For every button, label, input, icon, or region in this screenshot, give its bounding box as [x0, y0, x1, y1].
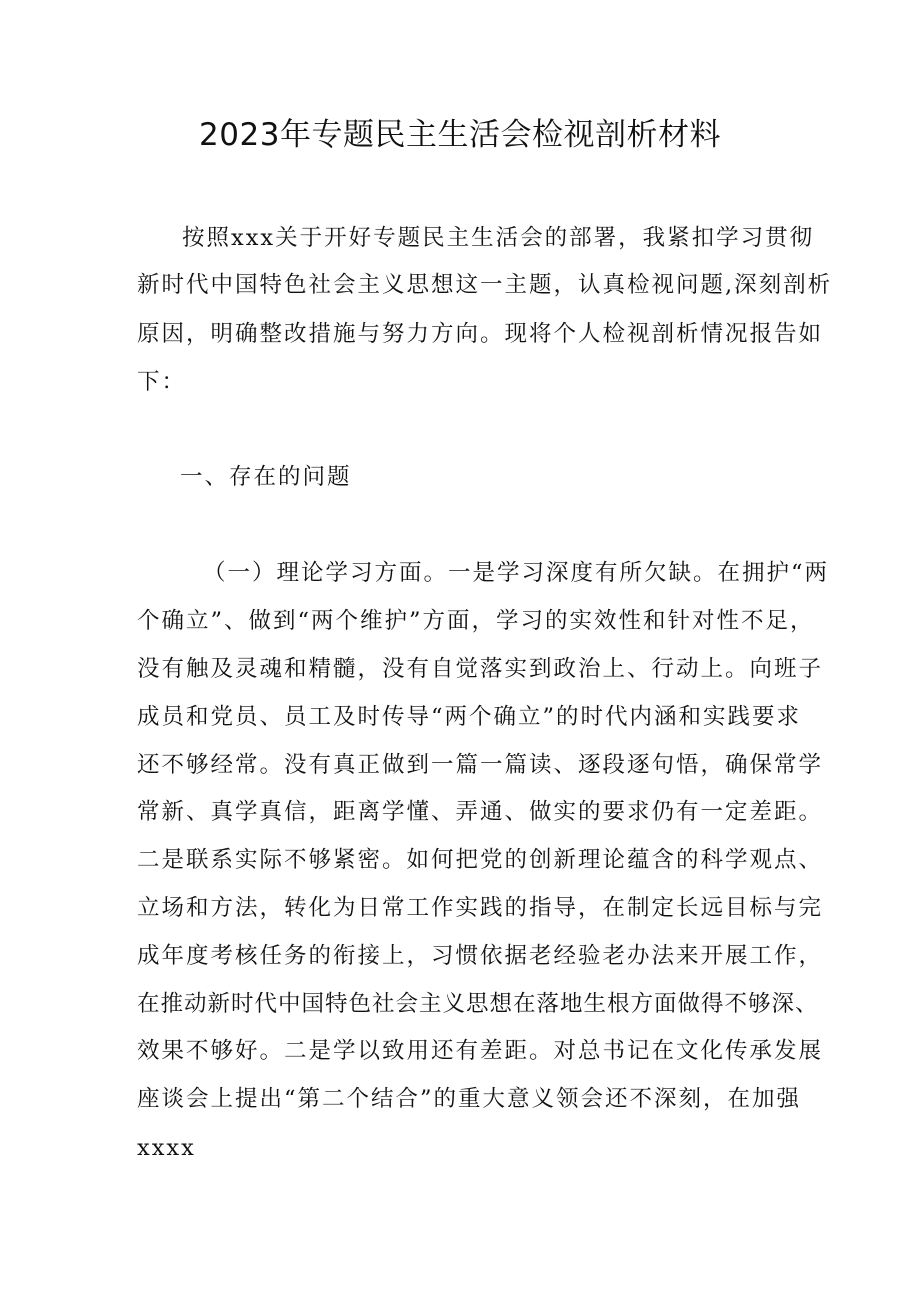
document-title: 2023年专题民主生活会检视剖析材料	[199, 117, 721, 153]
section-heading: 一、存在的问题	[180, 464, 352, 490]
body-line: 还不够经常。没有真正做到一篇一篇读、逐段逐句悟，确保常学	[137, 752, 824, 778]
intro-line: 下：	[137, 369, 187, 395]
body-line: 没有触及灵魂和精髓，没有自觉落实到政治上、行动上。向班子	[137, 656, 824, 682]
body-line: 效果不够好。二是学以致用还有差距。对总书记在文化传承发展	[137, 1038, 824, 1064]
intro-line: 原因，明确整改措施与努力方向。现将个人检视剖析情况报告如	[137, 321, 824, 347]
body-line: 常新、真学真信，距离学懂、弄通、做实的要求仍有一定差距。	[137, 799, 824, 825]
body-line: xxxx	[137, 1135, 196, 1161]
intro-line: 新时代中国特色社会主义思想这一主题，认真检视问题,深刻剖析	[137, 272, 833, 298]
body-line: （一）理论学习方面。一是学习深度有所欠缺。在拥护“两	[203, 560, 830, 586]
body-line: 成年度考核任务的衔接上，习惯依据老经验老办法来开展工作，	[137, 943, 824, 969]
body-line: 立场和方法，转化为日常工作实践的指导，在制定长远目标与完	[137, 895, 824, 921]
intro-line: 按照xxx关于开好专题民主生活会的部署，我紧扣学习贯彻	[182, 225, 815, 251]
body-line: 在推动新时代中国特色社会主义思想在落地生根方面做得不够深、	[137, 991, 819, 1017]
body-line: 个确立”、做到“两个维护”方面，学习的实效性和针对性不足，	[137, 608, 815, 634]
body-line: 成员和党员、员工及时传导“两个确立”的时代内涵和实践要求	[137, 704, 802, 730]
body-line: 座谈会上提出“第二个结合”的重大意义领会还不深刻，在加强	[137, 1086, 802, 1112]
body-line: 二是联系实际不够紧密。如何把党的创新理论蕴含的科学观点、	[137, 847, 824, 873]
